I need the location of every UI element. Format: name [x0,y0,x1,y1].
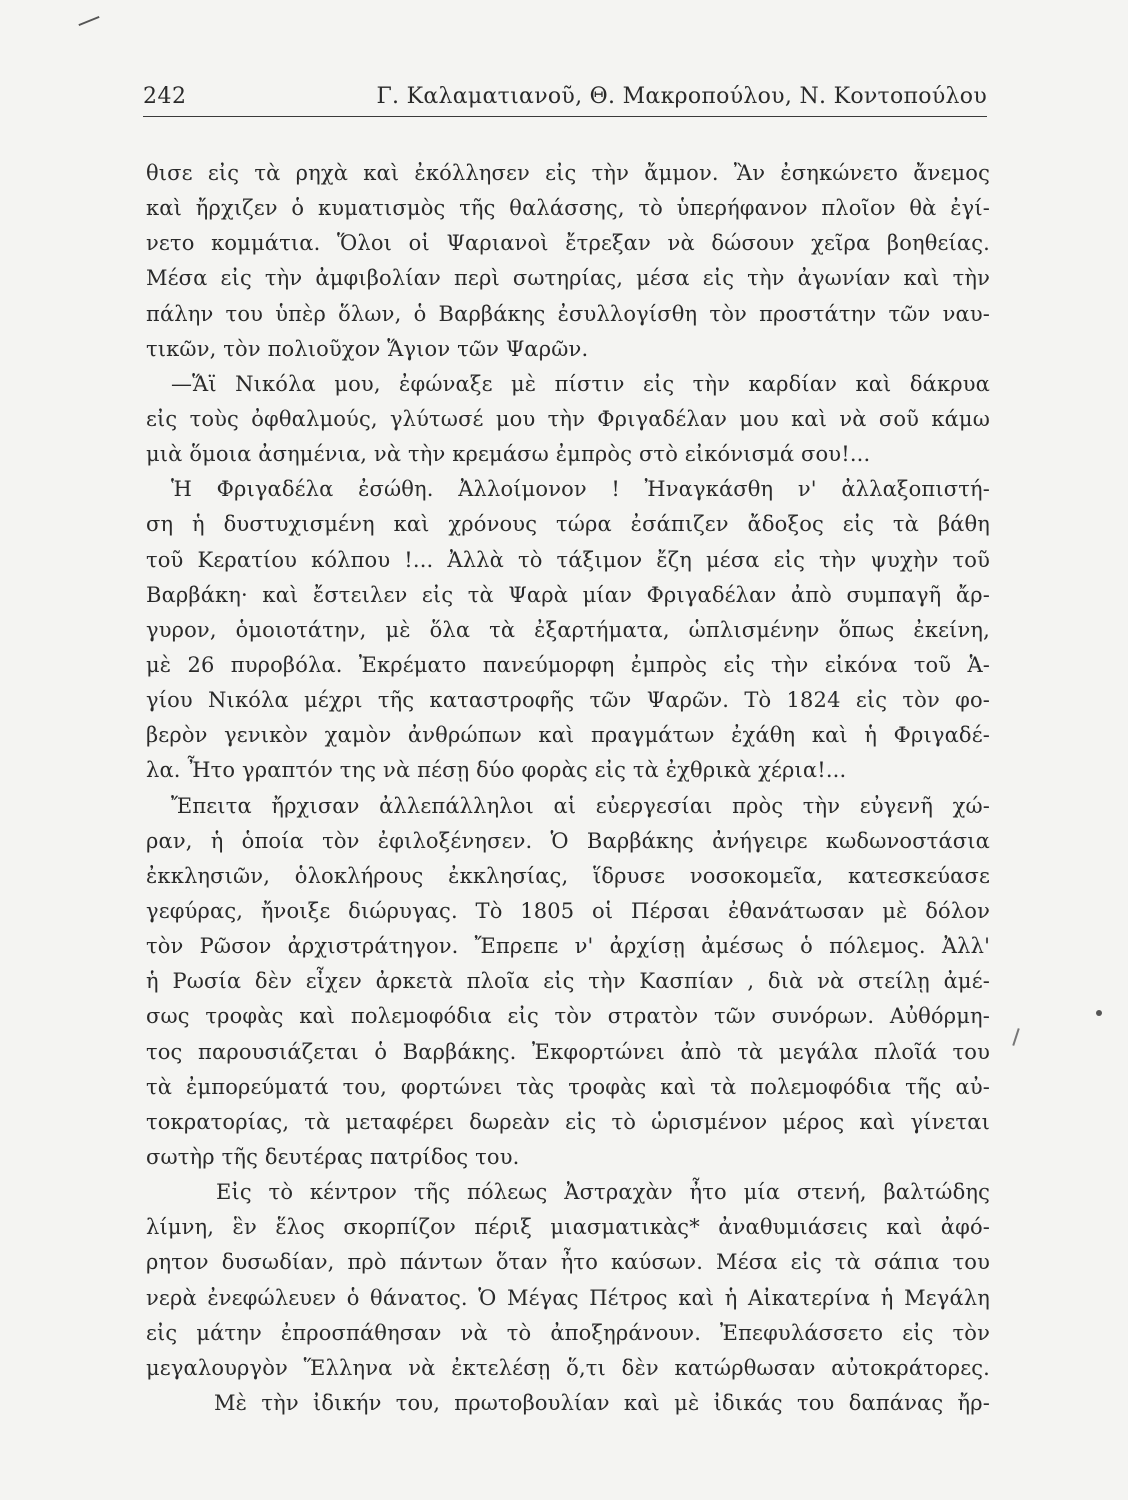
text-line: τὸν Ρῶσον ἀρχιστράτηγον. Ἔπρεπε ν' ἀρχίσῃ ἀμέσως ὁ πόλεμος. Ἀλλ' [146,934,990,959]
text-line: γίου Νικόλα μέχρι τῆς καταστροφῆς τῶν Ψαρῶν. Τὸ 1824 εἰς τὸν φο- [146,688,990,713]
text-line: ραν, ἡ ὁποία τὸν ἐφιλοξένησεν. Ὁ Βαρβάκης ἀνήγειρε κωδωνοστάσια [146,828,990,853]
text-line: τοῦ Κερατίου κόλπου !... Ἀλλὰ τὸ τάξιμον ἔζη μέσα εἰς τὴν ψυχὴν τοῦ [146,547,990,572]
text-line: ἐκκλησιῶν, ὁλοκλήρους ἐκκλησίας, ἵδρυσε νοσοκομεῖα, κατεσκεύασε [146,863,990,888]
corner-pen-mark [78,16,99,26]
text-line: γεφύρας, ἤνοιξε διώρυγας. Τὸ 1805 οἱ Πέρσαι ἐθανάτωσαν μὲ δόλον [146,898,990,923]
body-text [146,156,990,1421]
text-line: νετο κομμάτια. Ὅλοι οἱ Ψαριανοὶ ἔτρεξαν νὰ δώσουν χεῖρα βοηθείας. [146,231,990,256]
text-line: τὰ ἐμπορεύματά του, φορτώνει τὰς τροφὰς καὶ τὰ πολεμοφόδια τῆς αὐ- [146,1074,990,1099]
text-line: εἰς μάτην ἐπροσπάθησαν νὰ τὸ ἀποξηράνουν. Ἐπεφυλάσσετο εἰς τὸν [146,1320,990,1345]
text-line: πάλην του ὑπὲρ ὅλων, ὁ Βαρβάκης ἐσυλλογίσθη τὸν προστάτην τῶν ναυ- [146,301,990,326]
text-line: σωτὴρ τῆς δευτέρας πατρίδος του. [146,1144,520,1169]
text-line: —Ἅϊ Νικόλα μου, ἐφώναξε μὲ πίστιν εἰς τὴν καρδίαν καὶ δάκρυα [171,371,990,396]
text-line: Μέσα εἰς τὴν ἀμφιβολίαν περὶ σωτηρίας, μέσα εἰς τὴν ἀγωνίαν καὶ τὴν [146,266,990,291]
text-line: Ἔπειτα ἤρχισαν ἀλλεπάλληλοι αἱ εὐεργεσίαι πρὸς τὴν εὐγενῆ χώ- [171,793,990,818]
text-line: ἡ Ρωσία δὲν εἶχεν ἀρκετὰ πλοῖα εἰς τὴν Κασπίαν , διὰ νὰ στείλῃ ἀμέ- [146,969,990,994]
margin-tick-mark [1012,1028,1019,1046]
running-head: Γ. Καλαματιανοῦ, Θ. Μακροπούλου, Ν. Κοντοπούλου [376,84,987,109]
text-line: γυρον, ὁμοιοτάτην, μὲ ὅλα τὰ ἐξαρτήματα, ὡπλισμένην ὅπως ἐκείνη, [146,617,990,642]
text-line: ση ἡ δυστυχισμένη καὶ χρόνους τώρα ἐσάπιζεν ἄδοξος εἰς τὰ βάθη [146,512,990,537]
text-line: τικῶν, τὸν πολιοῦχον Ἅγιον τῶν Ψαρῶν. [146,336,589,361]
text-line: τος παρουσιάζεται ὁ Βαρβάκης. Ἐκφορτώνει ἀπὸ τὰ μεγάλα πλοῖά του [146,1039,990,1064]
text-line: Ἡ Φριγαδέλα ἐσώθη. Ἀλλοίμονον ! Ἠναγκάσθη ν' ἀλλαξοπιστή- [171,477,990,502]
text-line: καὶ ἤρχιζεν ὁ κυματισμὸς τῆς θαλάσσης, τὸ ὑπερήφανον πλοῖον θὰ ἐγί- [146,196,990,221]
text-line: νερὰ ἐνεφώλευεν ὁ θάνατος. Ὁ Μέγας Πέτρος καὶ ἡ Αἰκατερίνα ἡ Μεγάλη [146,1285,990,1310]
text-line: Εἰς τὸ κέντρον τῆς πόλεως Ἀστραχὰν ἦτο μία στενή, βαλτώδης [216,1180,990,1205]
text-line: λα. Ἦτο γραπτόν της νὰ πέσῃ δύο φορὰς εἰς τὰ ἐχθρικὰ χέρια!... [146,758,847,783]
text-line: Βαρβάκη· καὶ ἔστειλεν εἰς τὰ Ψαρὰ μίαν Φριγαδέλαν ἀπὸ συμπαγῆ ἄρ- [146,582,990,607]
text-line: Μὲ τὴν ἰδικήν του, πρωτοβουλίαν καὶ μὲ ἰδικάς του δαπάνας ἤρ- [214,1390,990,1415]
text-line: βερὸν γενικὸν χαμὸν ἀνθρώπων καὶ πραγμάτων ἐχάθη καὶ ἡ Φριγαδέ- [146,723,990,748]
page-number: 242 [143,84,187,109]
text-line: μὲ 26 πυροβόλα. Ἐκρέματο πανεύμορφη ἐμπρὸς εἰς τὴν εἰκόνα τοῦ Ἁ- [146,652,990,677]
text-line: σως τροφὰς καὶ πολεμοφόδια εἰς τὸν στρατὸν τῶν συνόρων. Αὐθόρμη- [146,1004,990,1029]
text-line: λίμνη, ἓν ἕλος σκορπίζον πέριξ μιασματικὰς* ἀναθυμιάσεις καὶ ἀφό- [146,1215,990,1240]
text-line: μιὰ ὅμοια ἀσημένια, νὰ τὴν κρεμάσω ἐμπρὸς στὸ εἰκόνισμά σου!... [146,442,871,467]
text-line: ρητον δυσωδίαν, πρὸ πάντων ὅταν ἦτο καύσων. Μέσα εἰς τὰ σάπια του [146,1250,990,1275]
page-header [143,80,987,117]
text-line: μεγαλουργὸν Ἕλληνα νὰ ἐκτελέσῃ ὅ,τι δὲν κατώρθωσαν αὐτοκράτορες. [146,1355,990,1380]
text-line: τοκρατορίας, τὰ μεταφέρει δωρεὰν εἰς τὸ ὡρισμένον μέρος καὶ γίνεται [146,1109,990,1134]
margin-dot [1096,1010,1102,1016]
text-line: θισε εἰς τὰ ρηχὰ καὶ ἐκόλλησεν εἰς τὴν ἄμμον. Ἂν ἐσηκώνετο ἄνεμος [146,161,990,185]
text-line: εἰς τοὺς ὀφθαλμούς, γλύτωσέ μου τὴν Φριγαδέλαν μου καὶ νὰ σοῦ κάμω [146,406,990,431]
